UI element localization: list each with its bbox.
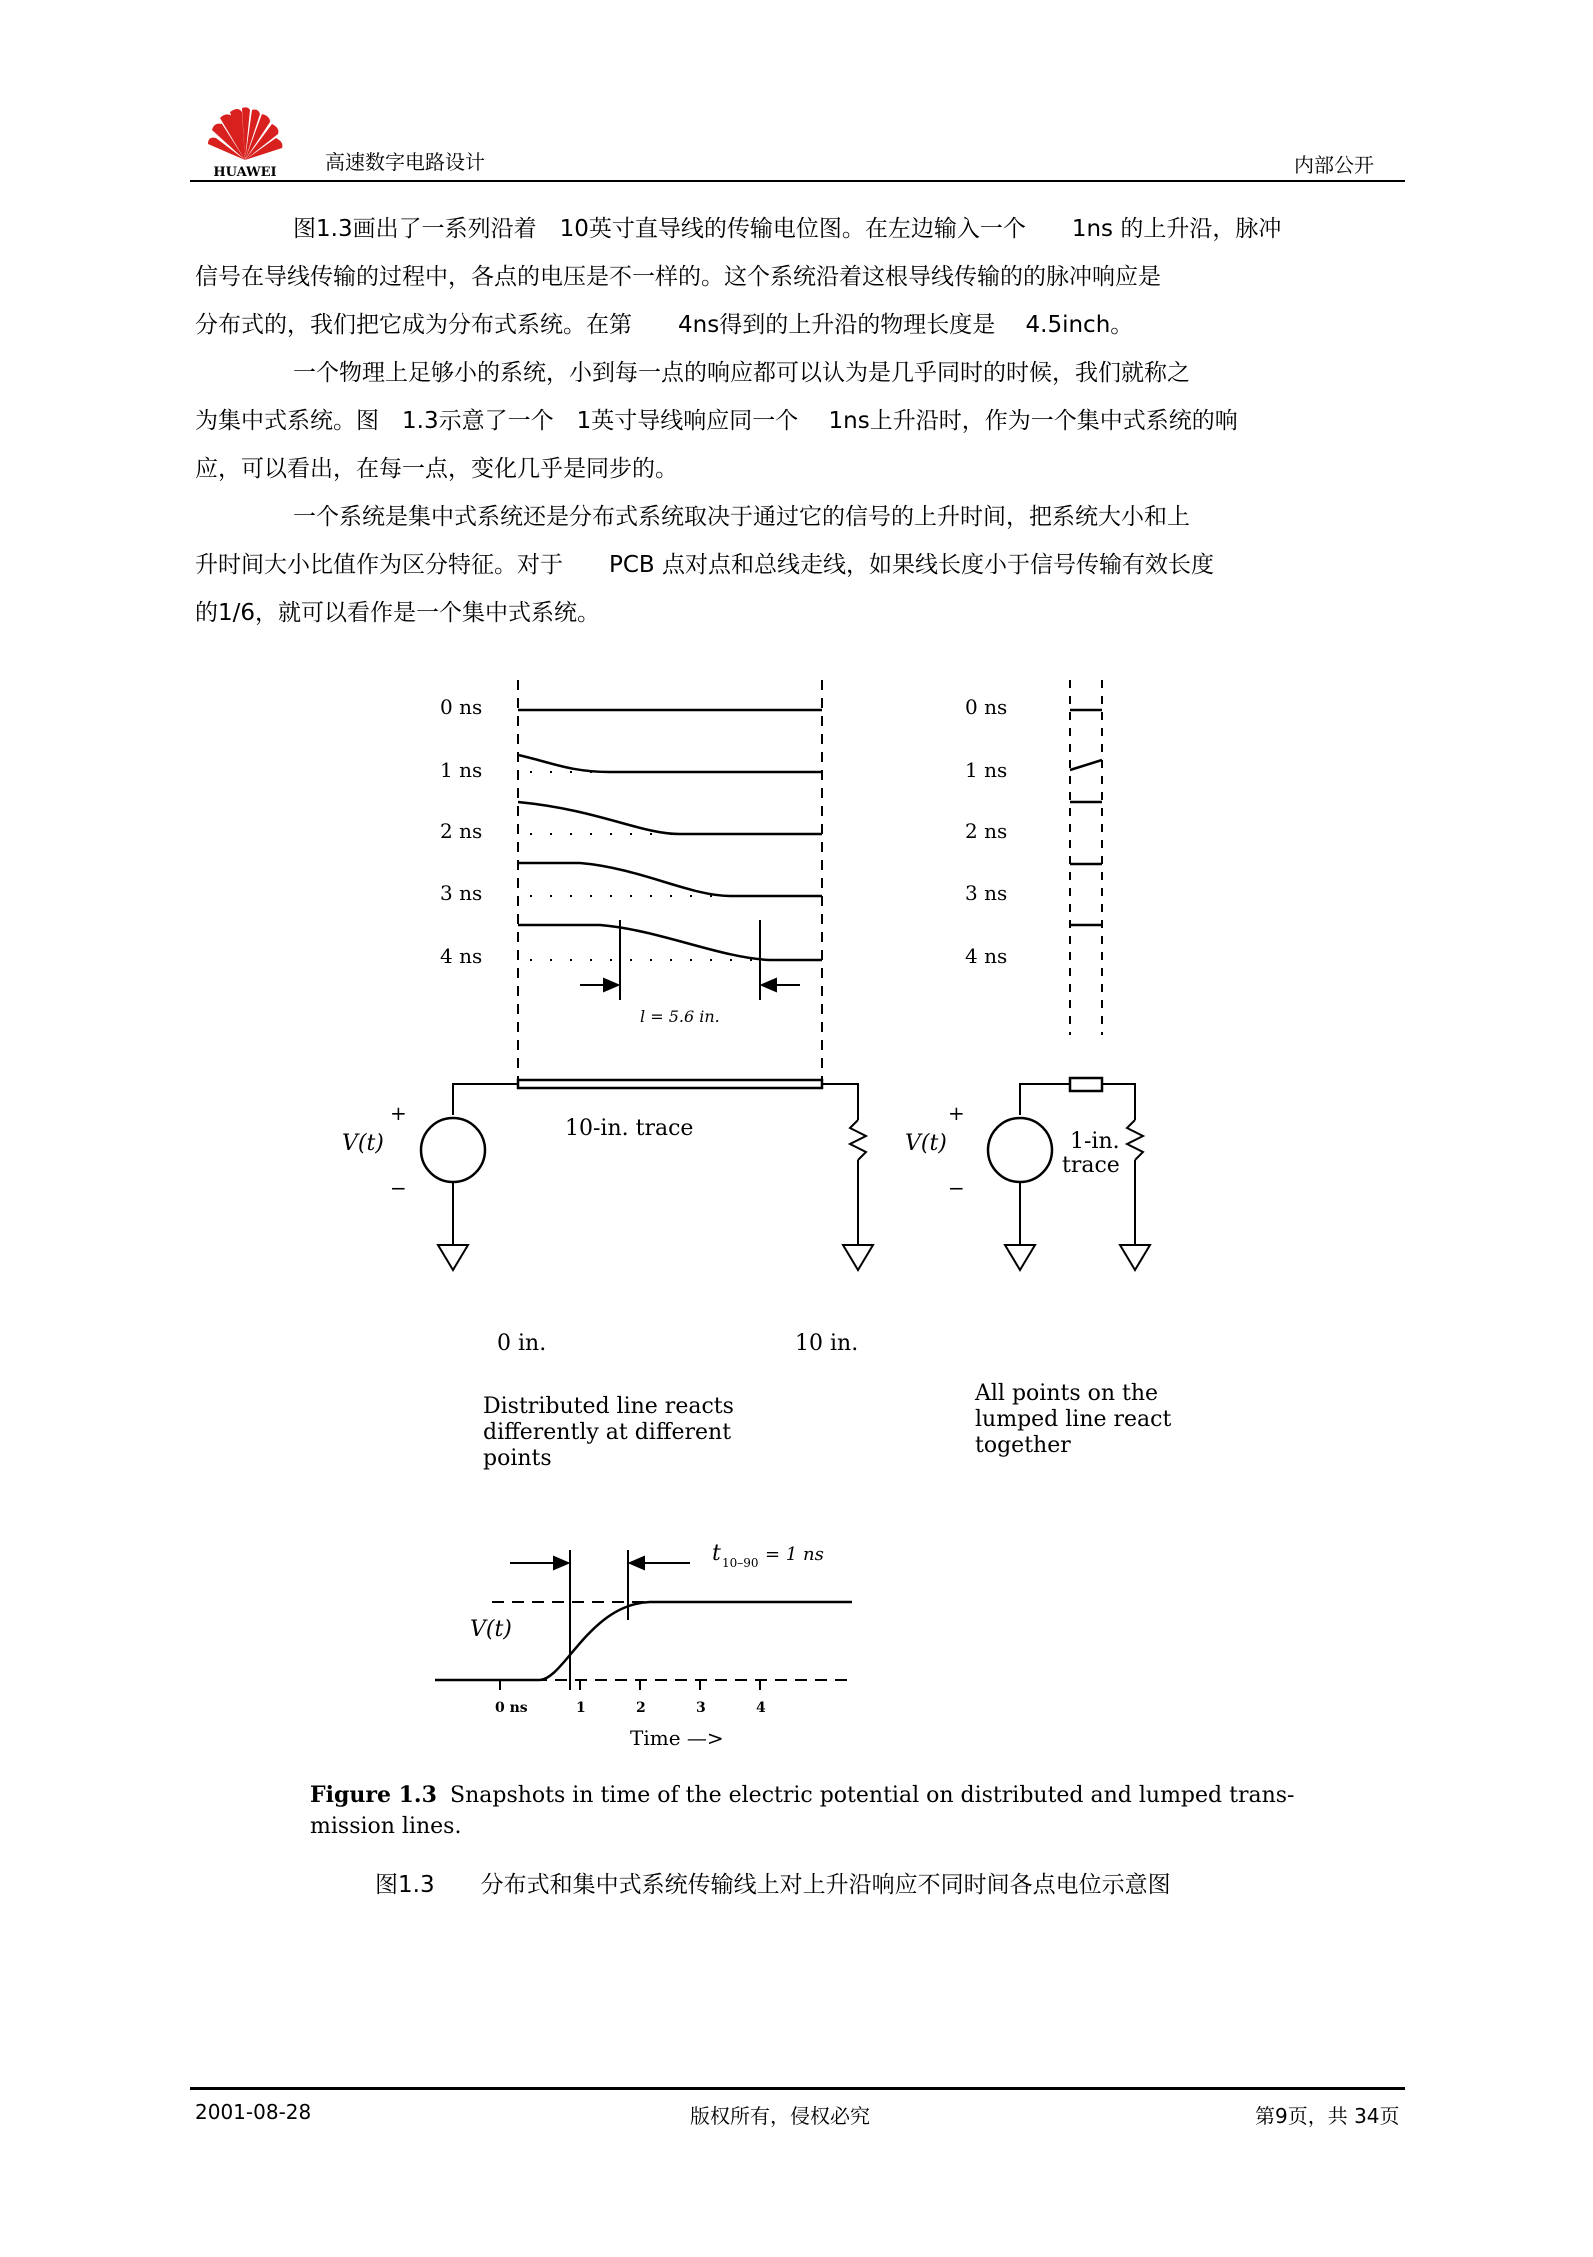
p3-line-1: 一个系统是集中式系统还是分布式系统取决于通过它的信号的上升时间，把系统大小和上 (293, 504, 1190, 530)
figure-caption-bold: Figure 1.3 (310, 1782, 437, 1808)
p3-line-3: 的1/6，就可以看作是一个集中式系统。 (195, 600, 601, 626)
rise-subscript: 10–90 (722, 1556, 759, 1570)
lumped-caption-2: lumped line react (975, 1407, 1172, 1432)
wave-4ns (518, 925, 822, 960)
voltage-source (421, 1118, 485, 1182)
lumped-trace (1070, 1078, 1102, 1091)
distributed-caption-2: differently at different (483, 1420, 732, 1445)
waveform-tick-0: 0 ns (495, 1700, 528, 1716)
ground-icon (1120, 1245, 1150, 1270)
footer-copyright: 版权所有，侵权必究 (690, 2104, 870, 2128)
source-label: V(t) (342, 1131, 384, 1156)
p1-line-3: 分布式的，我们把它成为分布式系统。在第 4ns得到的上升沿的物理长度是 4.5inch。 (195, 312, 1134, 338)
ground-icon (438, 1245, 468, 1270)
waveform-tick-4: 4 (756, 1700, 766, 1716)
lumped-time-label-1: 1 ns (965, 758, 1008, 782)
lumped-label-2: trace (1062, 1153, 1120, 1178)
lumped-label-1: 1-in. (1070, 1129, 1120, 1154)
lumped-caption-1: All points on the (975, 1381, 1159, 1406)
wave-3ns (518, 863, 822, 896)
figure-caption-line-2: mission lines. (310, 1814, 462, 1839)
time-label-2: 2 ns (440, 819, 483, 843)
distributed-trace (518, 1080, 822, 1088)
rise-label: t (712, 1541, 721, 1566)
minus-sign: − (390, 1176, 407, 1200)
lumped-resistor (1127, 1120, 1143, 1160)
waveform-tick-3: 3 (696, 1700, 706, 1716)
lumped-time-label-4: 4 ns (965, 944, 1008, 968)
plus-sign: + (390, 1101, 407, 1125)
ground-icon (843, 1245, 873, 1270)
p2-line-2: 为集中式系统。图 1.3示意了一个 1英寸导线响应同一个 1ns上升沿时，作为一个集中式系统的响 (195, 408, 1238, 434)
trace-label: 10-in. trace (565, 1116, 694, 1141)
waveform-xlabel: Time —> (630, 1726, 724, 1750)
distributed-caption-1: Distributed line reacts (483, 1394, 734, 1419)
p3-line-2: 升时间大小比值作为区分特征。对于 PCB 点对点和总线走线，如果线长度小于信号传输有效长度 (195, 552, 1215, 578)
lumped-time-label-0: 0 ns (965, 695, 1008, 719)
time-label-1: 1 ns (440, 758, 483, 782)
time-label-0: 0 ns (440, 695, 483, 719)
figure-caption-cn: 图1.3 分布式和集中式系统传输线上对上升沿响应不同时间各点电位示意图 (375, 1872, 1171, 1898)
lumped-source-label: V(t) (905, 1131, 947, 1156)
distributed-caption-3: points (483, 1446, 552, 1471)
time-label-3: 3 ns (440, 881, 483, 905)
lumped-minus-sign: − (948, 1176, 965, 1200)
footer-rule (190, 2087, 1405, 2090)
waveform-tick-2: 2 (636, 1700, 646, 1716)
footer-page: 第9页，共 34页 (1255, 2104, 1400, 2128)
load-resistor (850, 1120, 866, 1160)
logo-text: HUAWEI (213, 165, 277, 180)
lumped-time-label-3: 3 ns (965, 881, 1008, 905)
figure-caption-line-1: Snapshots in time of the electric potential on distributed and lumped trans- (450, 1783, 1295, 1808)
p1-line-2: 信号在导线传输的过程中，各点的电压是不一样的。这个系统沿着这根导线传输的的脉冲响应是 (195, 264, 1161, 290)
lumped-source (988, 1118, 1052, 1182)
wave-2ns (518, 802, 822, 834)
time-label-4: 4 ns (440, 944, 483, 968)
x-start-label: 0 in. (497, 1331, 547, 1356)
rise-value: = 1 ns (765, 1544, 824, 1565)
p2-line-1: 一个物理上足够小的系统，小到每一点的响应都可以认为是几乎同时的时候，我们就称之 (293, 360, 1190, 386)
footer-date: 2001-08-28 (195, 2100, 312, 2124)
wave-1ns (518, 755, 822, 772)
waveform-tick-1: 1 (576, 1700, 586, 1716)
p1-line-1: 图1.3画出了一系列沿着 10英寸直导线的传输电位图。在左边输入一个 1ns 的上升沿，脉冲 (293, 216, 1282, 242)
lumped-time-label-2: 2 ns (965, 819, 1008, 843)
doc-title: 高速数字电路设计 (325, 150, 485, 174)
lumped-caption-3: together (975, 1433, 1071, 1458)
classification: 内部公开 (1294, 153, 1374, 177)
waveform-ylabel: V(t) (470, 1617, 512, 1642)
length-label: l = 5.6 in. (640, 1007, 720, 1026)
source-wire (453, 1084, 518, 1115)
ground-icon (1005, 1245, 1035, 1270)
lumped-plus-sign: + (948, 1101, 965, 1125)
p2-line-3: 应，可以看出，在每一点，变化几乎是同步的。 (195, 456, 678, 482)
x-end-label: 10 in. (795, 1331, 859, 1356)
